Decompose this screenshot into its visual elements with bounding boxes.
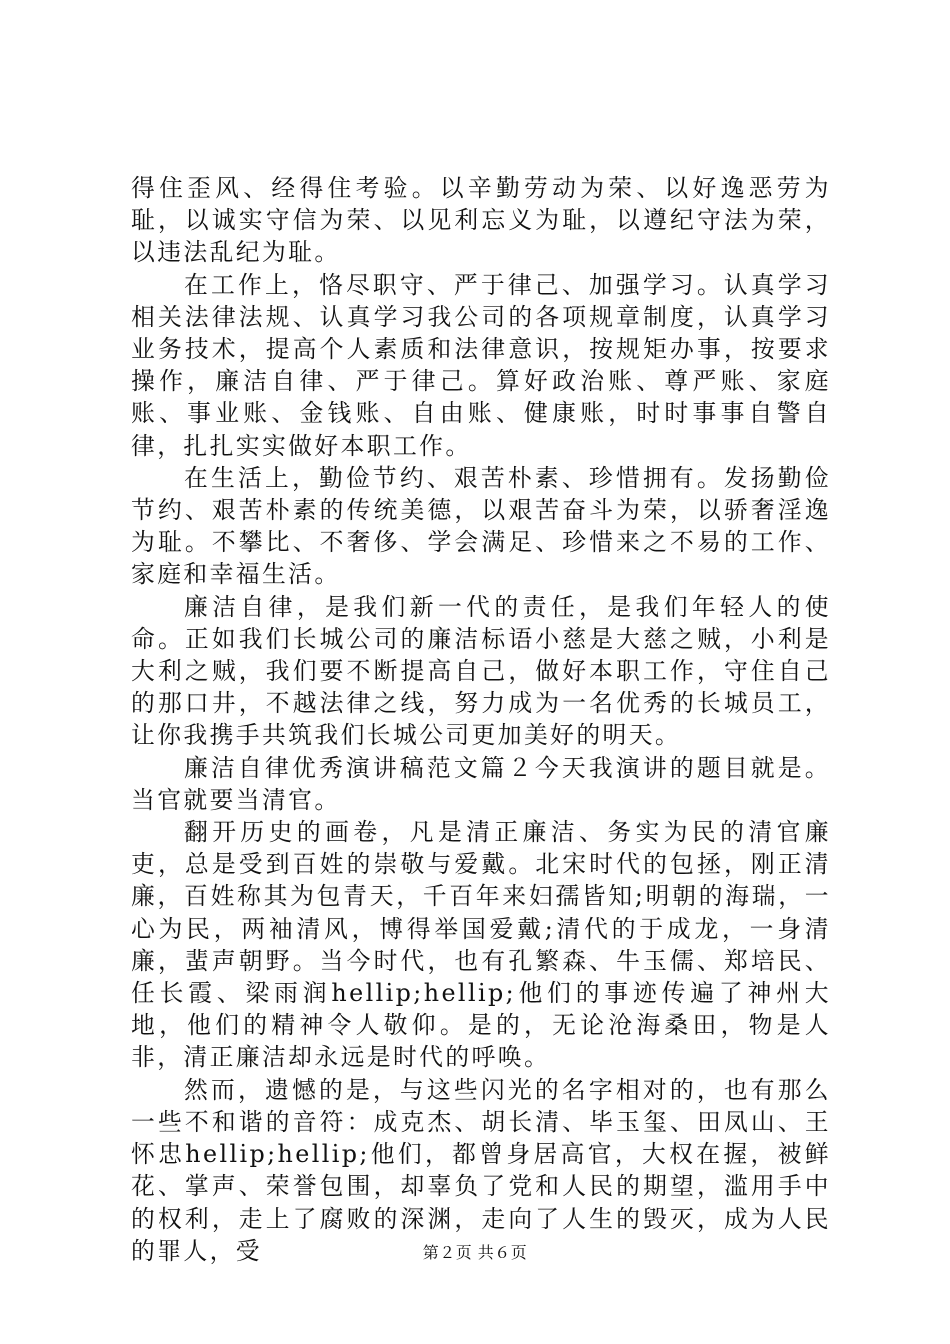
paragraph: 翻开历史的画卷，凡是清正廉洁、务实为民的清官廉吏，总是受到百姓的崇敬与爱戴。北宋时代的包拯，刚正清廉，百姓称其为包青天，千百年来妇孺皆知;明朝的海瑞，一心为民，两袖清风，博得举国爱戴;清代的于成龙，一身清廉，蜚声朝野。当今时代，也有孔繁森、牛玉儒、郑培民、任长霞、梁雨润hellip;hellip;他们的事迹传遍了神州大地，他们的精神令人敬仰。是的，无论沧海桑田，物是人非，清正廉洁却永远是时代的呼唤。 <box>131 818 831 1072</box>
document-body <box>131 172 831 1267</box>
paragraph: 廉洁自律，是我们新一代的责任，是我们年轻人的使命。正如我们长城公司的廉洁标语小慈是大慈之贼，小利是大利之贼，我们要不断提高自己，做好本职工作，守住自己的那口井，不越法律之线，努力成为一名优秀的长城员工，让你我携手共筑我们长城公司更加美好的明天。 <box>131 592 831 750</box>
page-number-footer: 第２页 共６页 <box>422 1243 528 1262</box>
paragraph: 然而，遗憾的是，与这些闪光的名字相对的，也有那么一些不和谐的音符：成克杰、胡长清、毕玉玺、田凤山、王怀忠hellip;hellip;他们，都曾身居高官，大权在握，被鲜花、掌声、荣誉包围，却辜负了党和人民的期望，滥用手中的权利，走上了腐败的深渊，走向了人生的毁灭，成为人民的罪人，受 <box>131 1075 831 1265</box>
paragraph: 得住歪风、经得住考验。以辛勤劳动为荣、以好逸恶劳为耻，以诚实守信为荣、以见利忘义为耻，以遵纪守法为荣，以违法乱纪为耻。 <box>131 174 831 267</box>
paragraph: 廉洁自律优秀演讲稿范文篇２今天我演讲的题目就是。当官就要当清官。 <box>131 753 831 814</box>
paragraph: 在生活上，勤俭节约、艰苦朴素、珍惜拥有。发扬勤俭节约、艰苦朴素的传统美德，以艰苦奋斗为荣，以骄奢淫逸为耻。不攀比、不奢侈、学会满足、珍惜来之不易的工作、家庭和幸福生活。 <box>131 463 831 589</box>
paragraph: 在工作上，恪尽职守、严于律己、加强学习。认真学习相关法律法规、认真学习我公司的各项规章制度，认真学习业务技术，提高个人素质和法律意识，按规矩办事，按要求操作，廉洁自律、严于律己。算好政治账、尊严账、家庭账、事业账、金钱账、自由账、健康账，时时事事自警自律，扎扎实实做好本职工作。 <box>131 270 831 460</box>
